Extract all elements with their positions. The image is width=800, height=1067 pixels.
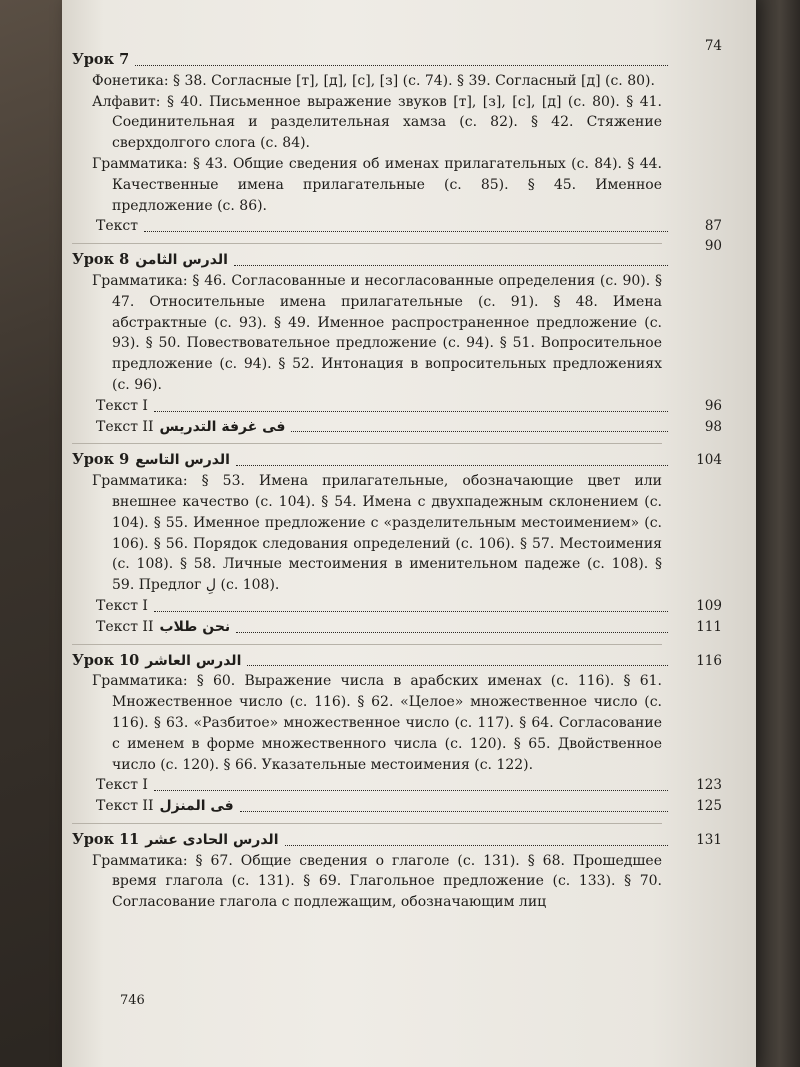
dot-leader: [291, 431, 668, 432]
lesson-title: Урок 10 الدرس العاشر: [72, 651, 242, 669]
text-label: Текст I: [96, 597, 148, 614]
section-label: Грамматика:: [92, 673, 188, 690]
page-number: 125: [696, 798, 722, 815]
section-text: § 67. Общие сведения о глаголе (с. 131). § 68. Прошедшее время глагола (с. 131). § 69. Глагольное предложение (с. 133). § 70. Согласование глагола с подлежащим, обозначающим лиц: [112, 852, 662, 911]
dot-leader: [285, 845, 669, 846]
text-entry: [72, 796, 722, 817]
lesson-arabic-title: الدرس التاسع: [135, 452, 230, 469]
divider: [72, 644, 662, 645]
section-label: Алфавит:: [92, 93, 161, 110]
dot-leader: [236, 465, 668, 466]
text-label: Текст II: [96, 798, 154, 815]
lesson-11: [72, 830, 722, 913]
dot-leader: [234, 265, 668, 266]
page-number: 109: [696, 597, 722, 614]
lesson-arabic-title: الدرس الحادى عشر: [145, 831, 279, 848]
section-label: Грамматика:: [92, 155, 188, 172]
lesson-title: Урок 8 الدرس الثامن: [72, 251, 228, 269]
next-page-edge: [750, 0, 800, 1067]
lesson-title: Урок 9 الدرس التاسع: [72, 451, 230, 469]
section-grammar: [72, 671, 662, 775]
dot-leader: [154, 411, 668, 412]
section-phonetics: [72, 71, 662, 92]
text-entry: [72, 417, 722, 438]
dot-leader: [154, 611, 668, 612]
text-label: Текст II: [96, 418, 154, 435]
lesson-arabic-title: الدرس العاشر: [145, 652, 242, 669]
page-number: 123: [696, 777, 722, 794]
text-entry: [72, 775, 722, 796]
dot-leader: [154, 790, 668, 791]
lesson-title: Урок 7: [72, 51, 130, 68]
section-grammar: [72, 271, 662, 396]
table-of-contents: [72, 40, 722, 913]
lesson-9: [72, 450, 722, 637]
page-number: 98: [704, 418, 722, 435]
section-text: § 43. Общие сведения об именах прилагательных (с. 84). § 44. Качественные имена прилагательные (с. 85). § 45. Именное предложение (с. 86).: [112, 155, 662, 214]
page-number: 74: [704, 38, 722, 54]
page-number: 96: [704, 397, 722, 414]
page-number: 87: [704, 218, 722, 235]
lesson-title: Урок 11 الدرس الحادى عشر: [72, 830, 279, 848]
text-entry: [72, 596, 722, 617]
divider: [72, 243, 662, 244]
dot-leader: [247, 665, 668, 666]
text-entry: [72, 617, 722, 638]
page-folio: 746: [120, 993, 145, 1008]
text-label: Текст I: [96, 777, 148, 794]
divider: [72, 823, 662, 824]
section-label: Грамматика:: [92, 852, 188, 869]
section-text: § 53. Имена прилагательные, обозначающие цвет или внешнее качество (с. 104). § 54. Имена с двухпадежным склонением (с. 104). § 55. Именное предложение с «разделительным местоимением» (с. 106). § 56. Порядок следования определений (с. 106). § 57. Местоимения (с. 108). § 58. Личные местоимения в именительном падеже (с. 108). § 59. Предлог لِ (с. 108).: [112, 473, 662, 594]
text-label: Текст: [96, 218, 138, 235]
divider: [72, 443, 662, 444]
section-text: § 46. Согласованные и несогласованные определения (с. 90). § 47. Относительные имена прилагательные (с. 91). § 48. Имена абстрактные (с. 93). § 49. Именное распространенное предложение (с. 93). § 50. Повествовательное предложение (с. 94). § 51. Вопросительное предложение (с. 94). § 52. Интонация в вопросительных предложениях (с. 96).: [112, 272, 662, 393]
text-label: Текст II: [96, 618, 154, 635]
section-text: § 38. Согласные [т], [д], [с], [з] (с. 74). § 39. Согласный [д] (с. 80).: [173, 72, 655, 89]
dot-leader: [240, 811, 668, 812]
section-grammar: [72, 154, 662, 216]
lesson-arabic-title: الدرس الثامن: [135, 252, 228, 269]
section-grammar: [72, 471, 662, 596]
text-arabic-title: نحن طلاب: [159, 618, 231, 635]
section-text: § 40. Письменное выражение звуков [т], [з], [с], [д] (с. 80). § 41. Соединительная и разделительная хамза (с. 82). § 42. Стяжение сверхдолгого слога (с. 84).: [112, 93, 662, 152]
text-label: Текст I: [96, 397, 148, 414]
lesson-7: [72, 38, 722, 237]
page-number: 131: [696, 831, 722, 848]
text-arabic-title: فى المنزل: [159, 798, 234, 815]
text-arabic-title: فى غرفة التدريس: [159, 418, 286, 435]
text-entry: [72, 396, 722, 417]
page-number: 116: [696, 652, 722, 669]
dot-leader: [236, 632, 668, 633]
dot-leader: [135, 65, 668, 66]
text-entry: [72, 216, 722, 237]
lesson-10: [72, 651, 722, 817]
page-number: 104: [696, 452, 722, 469]
dot-leader: [144, 231, 668, 232]
page-number: 90: [704, 238, 722, 255]
page-number: 111: [696, 618, 722, 635]
section-text: § 60. Выражение числа в арабских именах (с. 116). § 61. Множественное число (с. 116). § 62. «Целое» множественное число (с. 116). § 63. «Разбитое» множественное число (с. 117). § 64. Согласование с именем в форме множественного числа (с. 120). § 65. Двойственное число (с. 120). § 66. Указательные местоимения (с. 122).: [112, 673, 662, 773]
section-grammar: [72, 851, 662, 913]
section-label: Грамматика:: [92, 272, 188, 289]
section-label: Грамматика:: [92, 473, 188, 490]
lesson-8: [72, 238, 722, 437]
section-alphabet: [72, 92, 662, 154]
section-label: Фонетика:: [92, 72, 169, 89]
